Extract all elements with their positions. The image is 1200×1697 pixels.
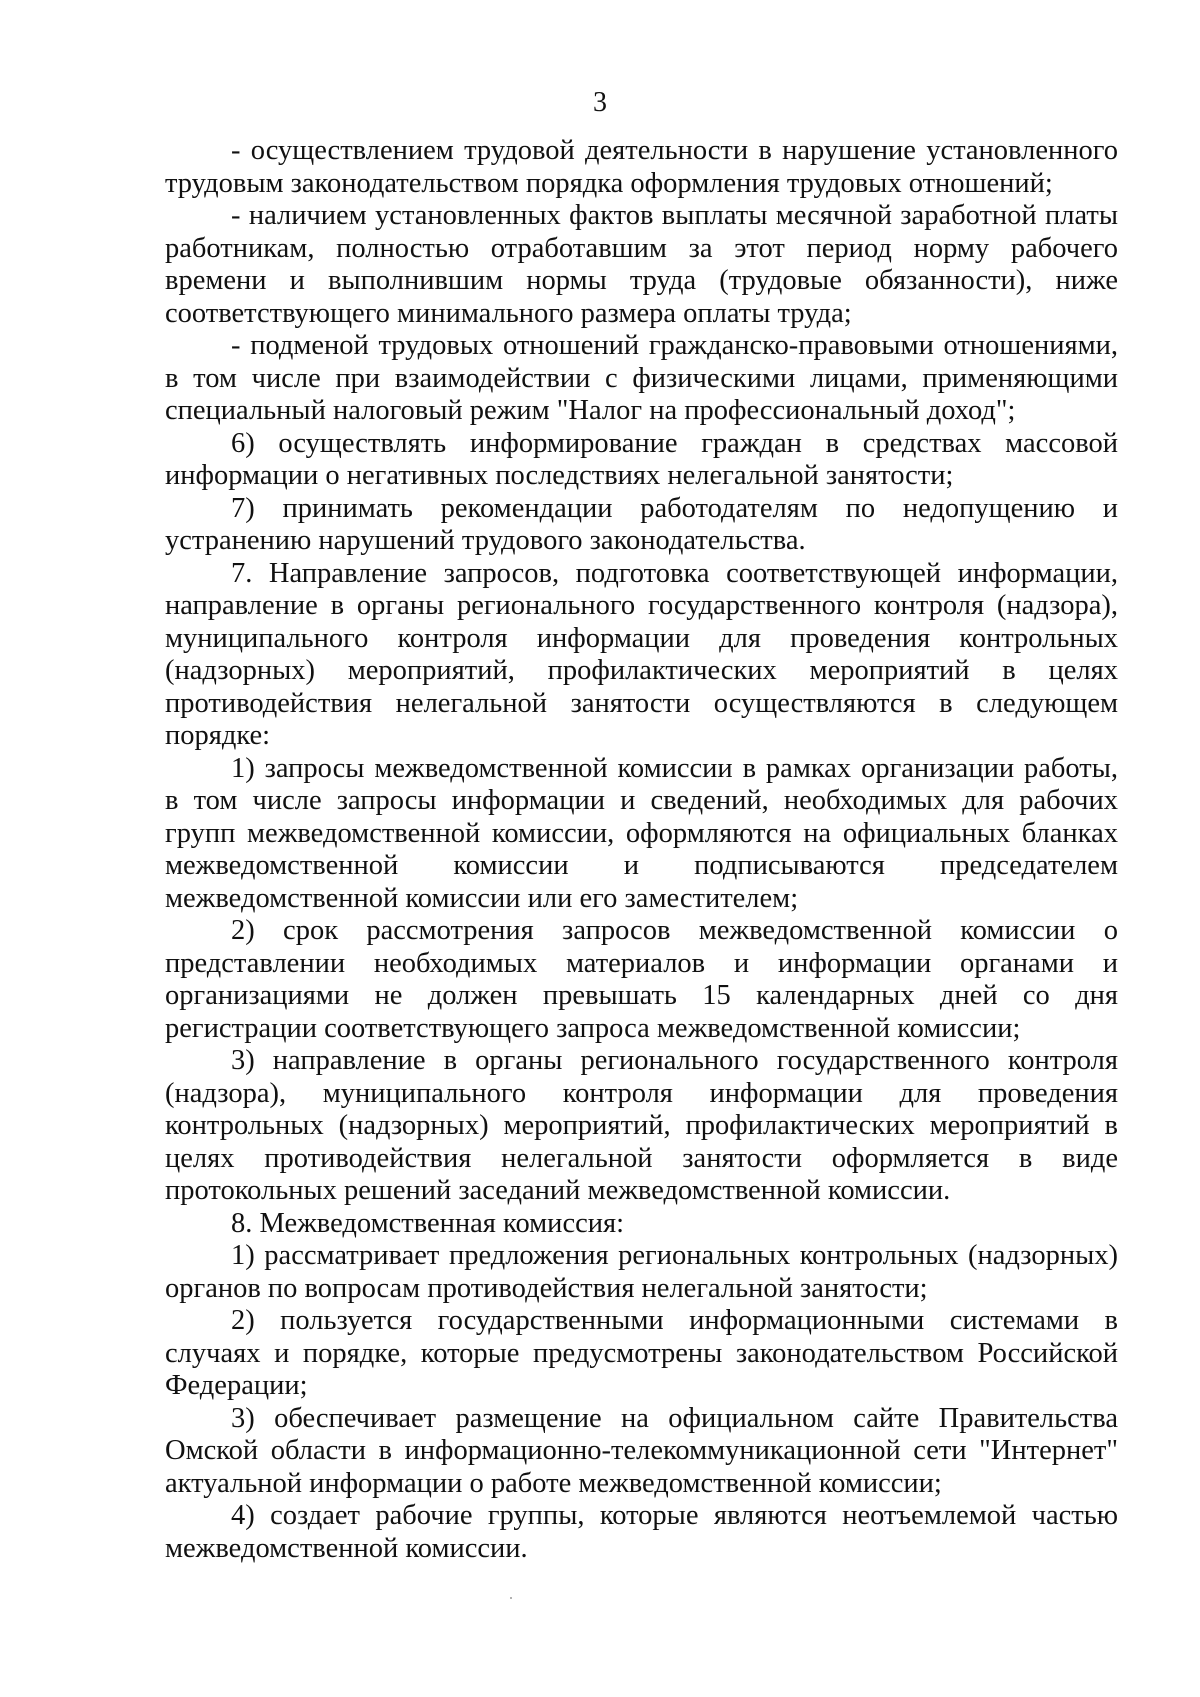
paragraph-item: 3) обеспечивает размещение на официальном сайте Правительства Омской области в информационно-телекоммуникационной сети "Интернет" актуальной информации о работе межведомственной комиссии; xyxy=(165,1402,1118,1499)
paragraph-item: - наличием установленных фактов выплаты месячной заработной платы работникам, полностью отработавшим за этот период норму рабочего времени и выполнившим нормы труда (трудовые обязанности), ниже соответствующего минимального размера оплаты труда; xyxy=(165,200,1118,329)
paragraph-item: - подменой трудовых отношений гражданско-правовыми отношениями, в том числе при взаимодействии с физическими лицами, применяющими специальный налоговый режим "Налог на профессиональный доход"; xyxy=(165,330,1118,426)
page-number: 3 xyxy=(593,87,607,118)
section-8-heading: 8. Межведомственная комиссия: xyxy=(231,1207,625,1239)
paragraph-item: 2) срок рассмотрения запросов межведомственной комиссии о представлении необходимых материалов и информации органами и организациями не должен превышать 15 календарных дней со дня регистрации соответствующего запроса межведомственной комиссии; xyxy=(165,915,1118,1044)
document-body xyxy=(165,135,1118,1565)
paragraph-item: - осуществлением трудовой деятельности в нарушение установленного трудовым законодательством порядка оформления трудовых отношений; xyxy=(165,135,1118,199)
paragraph-item: 1) рассматривает предложения региональных контрольных (надзорных) органов по вопросам противодействия нелегальной занятости; xyxy=(165,1240,1118,1304)
scan-speck xyxy=(510,1597,512,1599)
paragraph-item: 7) принимать рекомендации работодателям по недопущению и устранению нарушений трудового законодательства. xyxy=(165,492,1118,556)
paragraph-item: 2) пользуется государственными информационными системами в случаях и порядке, которые предусмотрены законодательством Российской Федерации; xyxy=(165,1305,1118,1401)
section-7-paragraph: 7. Направление запросов, подготовка соответствующей информации, направление в органы регионального государственного контроля (надзора), муниципального контроля информации для проведения контрольных (надзорных) мероприятий, профилактических мероприятий в целях противодействия нелегальной занятости осуществляются в следующем порядке: xyxy=(165,557,1118,751)
paragraph-item: 1) запросы межведомственной комиссии в рамках организации работы, в том числе запросы информации и сведений, необходимых для рабочих групп межведомственной комиссии, оформляются на официальных бланках межведомственной комиссии и подписываются председателем межведомственной комиссии или его заместителем; xyxy=(165,752,1118,914)
paragraph-item: 6) осуществлять информирование граждан в средствах массовой информации о негативных последствиях нелегальной занятости; xyxy=(165,427,1118,491)
paragraph-item: 4) создает рабочие группы, которые являются неотъемлемой частью межведомственной комиссии. xyxy=(165,1500,1118,1564)
paragraph-item: 3) направление в органы регионального государственного контроля (надзора), муниципального контроля информации для проведения контрольных (надзорных) мероприятий, профилактических мероприятий в целях противодействия нелегальной занятости оформляется в виде протокольных решений заседаний межведомственной комиссии. xyxy=(165,1045,1118,1206)
